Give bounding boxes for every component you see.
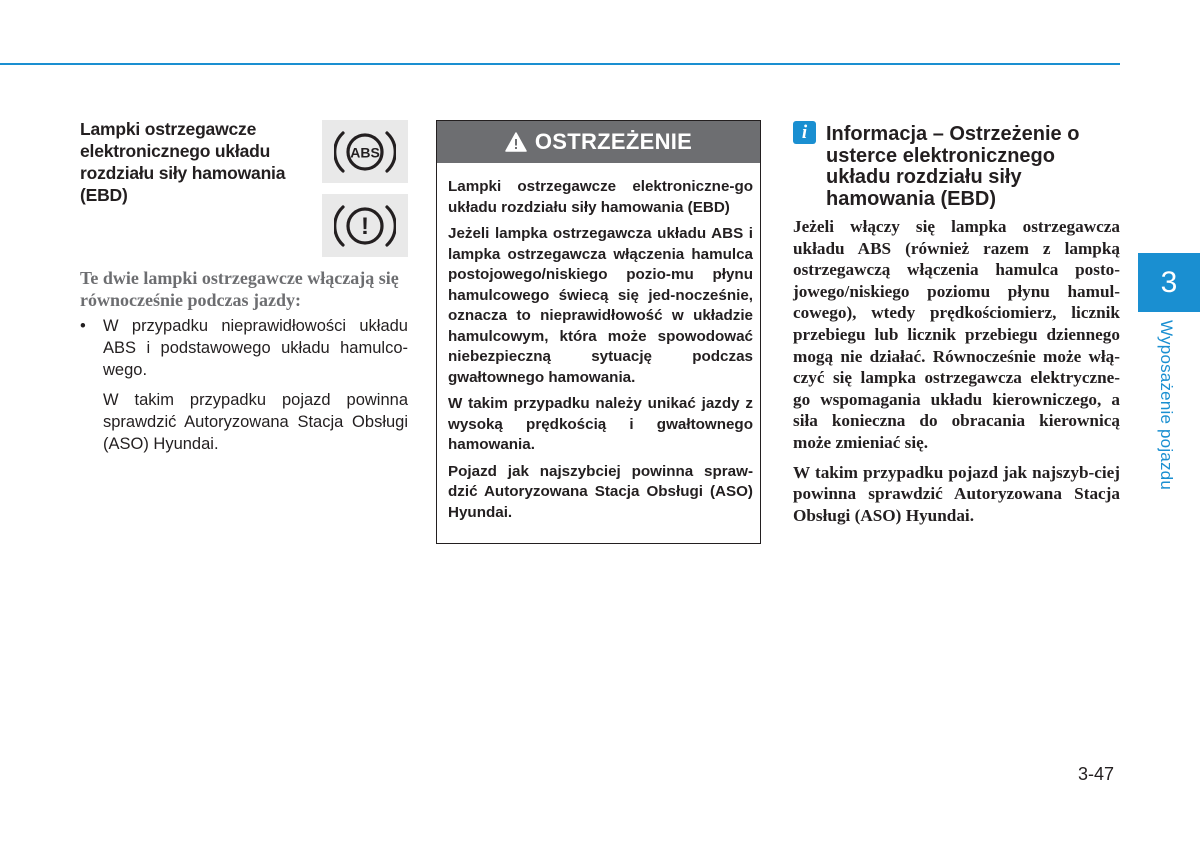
warning-header: [437, 121, 760, 163]
abs-warning-icon: [334, 127, 396, 177]
warning-box: [436, 120, 761, 544]
top-rule: [0, 63, 1120, 65]
brake-warning-lamp-box: [322, 194, 408, 257]
warning-paragraph: W takim przypadku należy unikać jazdy z wysoką prędkością i gwałtownego hamowania.: [448, 395, 753, 453]
info-title: Informacja – Ostrzeżenie o usterce elektronicznego układu rozdziału siły hamowania (EBD): [826, 123, 1080, 210]
abs-icon-label: ABS: [350, 144, 380, 160]
info-icon: i: [793, 121, 816, 144]
chapter-number-tab: 3: [1138, 253, 1200, 312]
warning-triangle-icon: [505, 132, 527, 152]
section-heading: Lampki ostrzegawcze elektronicznego układu rozdziału siły hamowania (EBD): [80, 119, 286, 205]
bullet-symbol: •: [80, 317, 86, 335]
info-body: [793, 216, 1120, 534]
warning-paragraph: Jeżeli lampka ostrzegawcza układu ABS i lampka ostrzegawcza włączenia hamulca postojowego/niskiego pozio-mu płynu hamulcowego świecą się jed-nocześnie, oznacza to nieprawidłowość w układzie hamulcowym, która może spowodować niebezpieczną sytuację podczas gwałtownego hamowania.: [448, 225, 753, 386]
abs-warning-lamp-box: [322, 120, 408, 183]
warning-title: OSTRZEŻENIE: [534, 129, 693, 154]
info-paragraph: Jeżeli włączy się lampka ostrzegawcza układu ABS (również razem z lampką ostrzegawczą włączenia hamulca posto-jowego/niskiego poziomu płynu hamul-cowego), wtedy prędkościomierz, licznik przebiegu lub licznik przebiegu dziennego mogą nie działać. Równocześnie może włą-czyć się lampka ostrzegawcza elektryczne-go wspomagania układu kierowniczego, a siła konieczna do obracania kierownicą może zmieniać się.: [793, 217, 1120, 452]
page-number: 3-47: [1078, 764, 1115, 784]
brake-warning-icon: [334, 201, 396, 251]
warning-body: [448, 177, 753, 529]
warning-paragraph: Lampki ostrzegawcze elektroniczne-go układu rozdziału siły hamowania (EBD): [448, 178, 753, 216]
lead-paragraph: Te dwie lampki ostrzegawcze włączają się równocześnie podczas jazdy:: [80, 268, 399, 310]
warning-paragraph: Pojazd jak najszybciej powinna spraw-dzić Autoryzowana Stacja Obsługi (ASO) Hyundai.: [448, 462, 753, 521]
bullet-item: [80, 315, 408, 455]
brake-icon-label: !: [361, 212, 369, 240]
chapter-title: Wyposażenie pojazdu: [1157, 320, 1176, 490]
bullet-text: W przypadku nieprawidłowości układu ABS i podstawowego układu hamulco-wego.: [103, 317, 408, 379]
info-paragraph: W takim przypadku pojazd jak najszyb-ciej powinna sprawdzić Autoryzowana Stacja Obsługi (ASO) Hyundai.: [793, 462, 1120, 525]
bullet-followup-text: W takim przypadku pojazd powinna sprawdzić Autoryzowana Stacja Obsługi (ASO) Hyundai.: [103, 391, 408, 453]
